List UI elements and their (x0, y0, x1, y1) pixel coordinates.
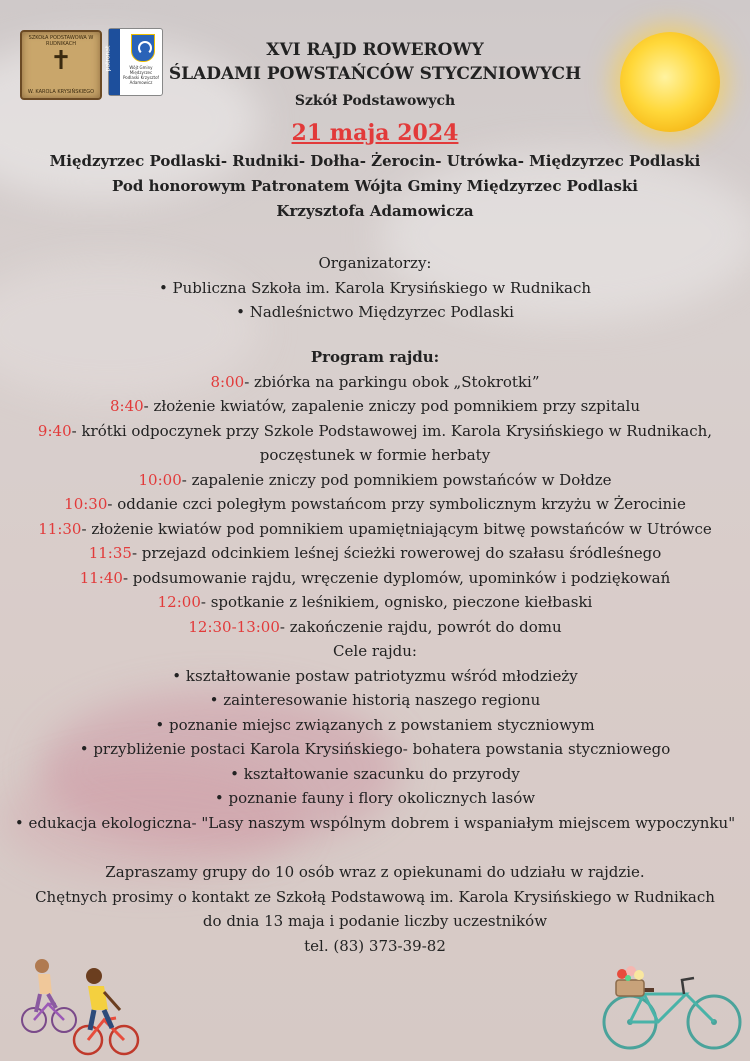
program-text: - złożenie kwiatów, zapalenie zniczy pod pomnikiem przy szpitalu (143, 397, 641, 415)
program-item (0, 541, 750, 566)
goal-item: • edukacja ekologiczna- "Lasy naszym wspólnym dobrem i wspaniałym miejscem wypoczynku" (14, 813, 736, 832)
program-item (0, 419, 750, 444)
invitation-line: do dnia 13 maja i podanie liczby uczestników (202, 912, 548, 930)
patronage-strip (104, 29, 120, 95)
program-item (0, 370, 750, 395)
program-text: poczęstunek w formie herbaty (259, 446, 491, 464)
invitation-line: Zapraszamy grupy do 10 osób wraz z opiekunami do udziału w rajdzie. (105, 863, 645, 881)
organizer-item: • Publiczna Szkoła im. Karola Krysińskiego w Rudnikach (158, 278, 592, 297)
goal-item: • poznanie fauny i flory okolicznych lasów (214, 789, 536, 807)
goals-heading: Cele rajdu: (333, 642, 417, 660)
program-text: - złożenie kwiatów pod pomnikiem upamiętniającym bitwę powstańców w Utrówce (81, 519, 712, 538)
program-text: - przejazd odcinkiem leśnej ścieżki rowerowej do szałasu śródleśnego (131, 544, 662, 562)
cyclists-illustration (12, 948, 142, 1058)
organizers-heading: Organizatorzy: (318, 254, 432, 272)
goal-item: • przybliżenie postaci Karola Krysińskiego- bohatera powstania styczniowego (79, 740, 671, 758)
program-time: 10:30 (64, 495, 108, 513)
patronage-line-2: Krzysztofa Adamowicza (276, 202, 474, 220)
program-item (0, 615, 750, 640)
invitation-section (0, 860, 750, 958)
program-text: - podsumowanie rajdu, wręczenie dyplomów, upominków i podziękowań (122, 568, 671, 587)
program-text: - oddanie czci poległym powstańcom przy symbolicznym krzyżu w Żerocinie (107, 495, 686, 513)
goal-item: • kształtowanie postaw patriotyzmu wśród młodzieży (172, 666, 578, 685)
title-line-2: ŚLADAMI POWSTAŃCÓW STYCZNIOWYCH (168, 64, 582, 84)
subtitle: Szkół Podstawowych (294, 93, 456, 109)
goal-item: • poznanie miejsc związanych z powstaniem styczniowym (155, 715, 595, 734)
patronage-label: patronat (104, 45, 112, 72)
program-time: 11:30 (38, 519, 82, 538)
organizer-item: • Nadleśnictwo Międzyrzec Podlaski (236, 303, 514, 321)
program-text: - zbiórka na parkingu obok „Stokrotki” (244, 372, 540, 391)
organizers-section (0, 251, 750, 325)
program-time: 12:30-13:00 (188, 617, 280, 636)
goal-item: • zainteresowanie historią naszego regionu (209, 691, 541, 709)
patronage-line-1: Pod honorowym Patronatem Wójta Gminy Międzyrzec Podlaski (111, 177, 639, 195)
program-time: 8:40 (109, 397, 144, 415)
contact-phone: tel. (83) 373-39-82 (304, 936, 446, 955)
program-item (0, 590, 750, 615)
program-time: 8:00 (210, 372, 245, 391)
patronage-logo (104, 28, 163, 96)
program-section (0, 345, 750, 835)
program-item (0, 468, 750, 493)
program-time: 9:40 (37, 421, 72, 440)
program-text: - zapalenie zniczy pod pomnikiem powstańców w Dołdze (181, 470, 612, 489)
program-time: 10:00 (138, 470, 182, 489)
program-text: - zakończenie rajdu, powrót do domu (279, 617, 562, 636)
program-time: 11:40 (79, 568, 123, 587)
invitation-line: Chętnych prosimy o kontakt ze Szkołą Podstawową im. Karola Krysińskiego w Rudnikach (35, 887, 715, 906)
program-item (0, 492, 750, 517)
program-text: - krótki odpoczynek przy Szkole Podstawowej im. Karola Krysińskiego w Rudnikach, (71, 421, 713, 440)
program-item (0, 443, 750, 468)
school-logo-bottom-text: W. KAROLA KRYSIŃSKIEGO (27, 89, 95, 95)
program-item (0, 394, 750, 419)
cross-icon: ✝ (50, 46, 72, 76)
title-line-1: XVI RAJD ROWEROWY (266, 40, 484, 60)
patronage-logo-text: Wójt Gminy Międzyrzec Podlaski Krzysztof Adamowicz (123, 65, 159, 85)
program-item (0, 566, 750, 591)
program-heading: Program rajdu: (310, 348, 440, 366)
school-logo-top-text: SZKOŁA PODSTAWOWA W RUDNIKACH (28, 35, 94, 47)
route: Międzyrzec Podlaski- Rudniki- Dołha- Żerocin- Utrówka- Międzyrzec Podlaski (49, 152, 701, 170)
program-text: - spotkanie z leśnikiem, ognisko, pieczone kiełbaski (200, 593, 593, 611)
program-time: 12:00 (157, 593, 201, 611)
event-date: 21 maja 2024 (291, 120, 459, 146)
bicycle-with-flower-basket-illustration (598, 960, 746, 1056)
program-time: 11:35 (88, 544, 132, 562)
program-item (0, 517, 750, 542)
goal-item: • kształtowanie szacunku do przyrody (230, 764, 520, 783)
